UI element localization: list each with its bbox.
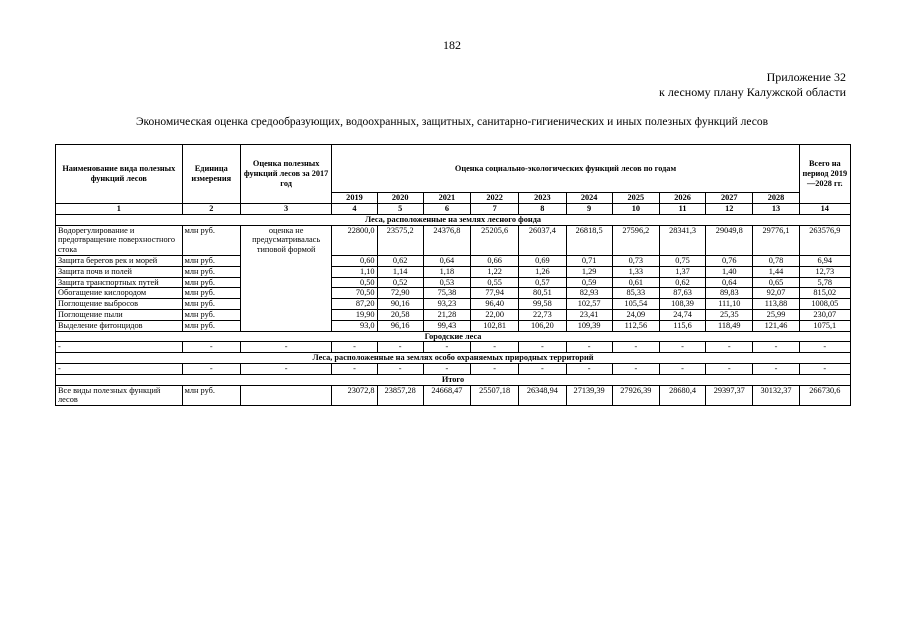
dash-cell: - <box>753 342 799 353</box>
unit-cell: млн руб. <box>182 288 240 299</box>
year-value: 77,94 <box>471 288 519 299</box>
dash-cell: - <box>56 363 183 374</box>
dash-cell: - <box>612 342 659 353</box>
function-name: Поглощение пыли <box>56 309 183 320</box>
appendix-line-1: Приложение 32 <box>766 70 846 84</box>
year-value: 0,59 <box>566 277 612 288</box>
year-value: 113,88 <box>753 299 799 310</box>
dash-cell: - <box>240 363 331 374</box>
unit-cell: млн руб. <box>182 277 240 288</box>
unit-cell: млн руб. <box>182 266 240 277</box>
column-number: 5 <box>377 203 423 214</box>
column-number: 7 <box>471 203 519 214</box>
total-year-value: 29397,37 <box>706 385 753 406</box>
table-row <box>56 255 851 266</box>
section-row <box>56 353 851 364</box>
total-year-value: 23857,28 <box>377 385 423 406</box>
dash-cell: - <box>612 363 659 374</box>
header-year: 2025 <box>612 193 659 204</box>
dash-cell: - <box>377 342 423 353</box>
year-value: 24,09 <box>612 309 659 320</box>
page-number: 182 <box>443 38 461 52</box>
dash-cell: - <box>56 342 183 353</box>
dash-cell: - <box>659 342 705 353</box>
column-number: 2 <box>182 203 240 214</box>
column-number: 10 <box>612 203 659 214</box>
year-value: 19,90 <box>332 309 377 320</box>
year-value: 111,10 <box>706 299 753 310</box>
dash-cell: - <box>566 363 612 374</box>
total-year-value: 27926,39 <box>612 385 659 406</box>
year-value: 72,90 <box>377 288 423 299</box>
header-unit: Единица измерения <box>182 145 240 204</box>
year-value: 0,65 <box>753 277 799 288</box>
total-value: 230,07 <box>799 309 850 320</box>
total-value: 1008,05 <box>799 299 850 310</box>
dash-cell: - <box>182 342 240 353</box>
year-value: 0,55 <box>471 277 519 288</box>
function-name: Обогащение кислородом <box>56 288 183 299</box>
year-value: 22,00 <box>471 309 519 320</box>
total-row-unit: млн руб. <box>182 385 240 406</box>
forest-functions-table <box>55 144 851 406</box>
dash-cell: - <box>471 342 519 353</box>
dash-cell: - <box>799 363 850 374</box>
table-row <box>56 342 851 353</box>
year-value: 92,07 <box>753 288 799 299</box>
year-value: 90,16 <box>377 299 423 310</box>
year-value: 26818,5 <box>566 225 612 255</box>
year-value: 0,69 <box>519 255 566 266</box>
table-row <box>56 225 851 255</box>
function-name: Поглощение выбросов <box>56 299 183 310</box>
year-value: 109,39 <box>566 320 612 331</box>
section-title: Леса, расположенные на землях особо охраняемых природных территорий <box>56 353 851 364</box>
total-year-value: 30132,37 <box>753 385 799 406</box>
total-row-estimate-empty <box>240 385 331 406</box>
function-name: Защита берегов рек и морей <box>56 255 183 266</box>
year-value: 96,16 <box>377 320 423 331</box>
table-row <box>56 363 851 374</box>
section-row <box>56 374 851 385</box>
section-row <box>56 331 851 342</box>
year-value: 27596,2 <box>612 225 659 255</box>
year-value: 1,26 <box>519 266 566 277</box>
year-value: 1,44 <box>753 266 799 277</box>
year-value: 25,35 <box>706 309 753 320</box>
year-value: 1,33 <box>612 266 659 277</box>
year-value: 112,56 <box>612 320 659 331</box>
dash-cell: - <box>753 363 799 374</box>
total-value: 263576,9 <box>799 225 850 255</box>
estimate-2017-note: оценка не предусматривалась типовой формой <box>240 225 331 331</box>
header-year: 2020 <box>377 193 423 204</box>
year-value: 93,23 <box>423 299 470 310</box>
year-value: 22,73 <box>519 309 566 320</box>
table-row <box>56 277 851 288</box>
unit-cell: млн руб. <box>182 309 240 320</box>
year-value: 0,76 <box>706 255 753 266</box>
year-value: 0,50 <box>332 277 377 288</box>
year-value: 85,33 <box>612 288 659 299</box>
dash-cell: - <box>659 363 705 374</box>
year-value: 0,62 <box>659 277 705 288</box>
function-name: Защита транспортных путей <box>56 277 183 288</box>
year-value: 25,99 <box>753 309 799 320</box>
dash-cell: - <box>423 342 470 353</box>
year-value: 24,74 <box>659 309 705 320</box>
year-value: 89,83 <box>706 288 753 299</box>
year-value: 24376,8 <box>423 225 470 255</box>
header-years-group: Оценка социально-экологических функций лесов по годам <box>332 145 799 193</box>
year-value: 0,62 <box>377 255 423 266</box>
dash-cell: - <box>332 363 377 374</box>
year-value: 80,51 <box>519 288 566 299</box>
appendix-label <box>659 70 846 100</box>
unit-cell: млн руб. <box>182 255 240 266</box>
year-value: 1,37 <box>659 266 705 277</box>
year-value: 26037,4 <box>519 225 566 255</box>
total-year-value: 25507,18 <box>471 385 519 406</box>
dash-cell: - <box>519 342 566 353</box>
header-year: 2026 <box>659 193 705 204</box>
total-year-value: 28680,4 <box>659 385 705 406</box>
year-value: 93,0 <box>332 320 377 331</box>
year-value: 75,38 <box>423 288 470 299</box>
unit-cell: млн руб. <box>182 299 240 310</box>
year-value: 1,10 <box>332 266 377 277</box>
unit-cell: млн руб. <box>182 320 240 331</box>
table-row <box>56 266 851 277</box>
header-estimate-2017: Оценка полезных функций лесов за 2017 год <box>240 145 331 204</box>
dash-cell: - <box>706 342 753 353</box>
year-value: 105,54 <box>612 299 659 310</box>
total-value: 6,94 <box>799 255 850 266</box>
year-value: 28341,3 <box>659 225 705 255</box>
column-number: 14 <box>799 203 850 214</box>
year-value: 115,6 <box>659 320 705 331</box>
function-name: Выделение фитонцидов <box>56 320 183 331</box>
year-value: 1,22 <box>471 266 519 277</box>
year-value: 0,53 <box>423 277 470 288</box>
column-number: 12 <box>706 203 753 214</box>
header-year: 2022 <box>471 193 519 204</box>
year-value: 99,43 <box>423 320 470 331</box>
function-name: Водорегулирование и предотвращение поверхностного стока <box>56 225 183 255</box>
header-year: 2019 <box>332 193 377 204</box>
year-value: 29776,1 <box>753 225 799 255</box>
column-number: 13 <box>753 203 799 214</box>
year-value: 106,20 <box>519 320 566 331</box>
section-title: Леса, расположенные на землях лесного фонда <box>56 214 851 225</box>
column-number: 6 <box>423 203 470 214</box>
dash-cell: - <box>423 363 470 374</box>
year-value: 0,71 <box>566 255 612 266</box>
total-value: 5,78 <box>799 277 850 288</box>
year-value: 23575,2 <box>377 225 423 255</box>
year-value: 0,64 <box>706 277 753 288</box>
year-value: 0,75 <box>659 255 705 266</box>
year-value: 121,46 <box>753 320 799 331</box>
total-value: 12,73 <box>799 266 850 277</box>
column-number: 11 <box>659 203 705 214</box>
year-value: 0,78 <box>753 255 799 266</box>
year-value: 0,66 <box>471 255 519 266</box>
header-year: 2024 <box>566 193 612 204</box>
total-row-name: Все виды полезных функций лесов <box>56 385 183 406</box>
dash-cell: - <box>706 363 753 374</box>
table-row <box>56 309 851 320</box>
header-year: 2023 <box>519 193 566 204</box>
year-value: 0,73 <box>612 255 659 266</box>
dash-cell: - <box>332 342 377 353</box>
year-value: 0,64 <box>423 255 470 266</box>
function-name: Защита почв и полей <box>56 266 183 277</box>
table-row <box>56 320 851 331</box>
year-value: 21,28 <box>423 309 470 320</box>
unit-cell: млн руб. <box>182 225 240 255</box>
year-value: 23,41 <box>566 309 612 320</box>
year-value: 1,18 <box>423 266 470 277</box>
dash-cell: - <box>799 342 850 353</box>
grand-total-value: 266730,6 <box>799 385 850 406</box>
year-value: 87,20 <box>332 299 377 310</box>
dash-cell: - <box>377 363 423 374</box>
year-value: 82,93 <box>566 288 612 299</box>
year-value: 96,40 <box>471 299 519 310</box>
total-year-value: 24668,47 <box>423 385 470 406</box>
section-row <box>56 214 851 225</box>
column-number: 4 <box>332 203 377 214</box>
year-value: 0,60 <box>332 255 377 266</box>
table-row <box>56 288 851 299</box>
dash-cell: - <box>471 363 519 374</box>
total-value: 815,02 <box>799 288 850 299</box>
year-value: 87,63 <box>659 288 705 299</box>
year-value: 0,61 <box>612 277 659 288</box>
total-row <box>56 385 851 406</box>
section-title: Итого <box>56 374 851 385</box>
year-value: 0,57 <box>519 277 566 288</box>
year-value: 20,58 <box>377 309 423 320</box>
total-year-value: 27139,39 <box>566 385 612 406</box>
column-numbers-row <box>56 203 851 214</box>
header-name: Наименование вида полезных функций лесов <box>56 145 183 204</box>
appendix-line-2: к лесному плану Калужской области <box>659 85 846 99</box>
year-value: 102,81 <box>471 320 519 331</box>
column-number: 9 <box>566 203 612 214</box>
header-year: 2021 <box>423 193 470 204</box>
column-number: 1 <box>56 203 183 214</box>
table-row <box>56 299 851 310</box>
year-value: 1,14 <box>377 266 423 277</box>
dash-cell: - <box>566 342 612 353</box>
header-year: 2027 <box>706 193 753 204</box>
year-value: 102,57 <box>566 299 612 310</box>
year-value: 118,49 <box>706 320 753 331</box>
dash-cell: - <box>240 342 331 353</box>
year-value: 70,50 <box>332 288 377 299</box>
year-value: 22800,0 <box>332 225 377 255</box>
column-number: 8 <box>519 203 566 214</box>
year-value: 1,40 <box>706 266 753 277</box>
year-value: 25205,6 <box>471 225 519 255</box>
section-title: Городские леса <box>56 331 851 342</box>
year-value: 1,29 <box>566 266 612 277</box>
total-year-value: 23072,8 <box>332 385 377 406</box>
year-value: 108,39 <box>659 299 705 310</box>
total-year-value: 26348,94 <box>519 385 566 406</box>
header-year: 2028 <box>753 193 799 204</box>
dash-cell: - <box>182 363 240 374</box>
total-value: 1075,1 <box>799 320 850 331</box>
year-value: 0,52 <box>377 277 423 288</box>
document-title: Экономическая оценка средообразующих, водоохранных, защитных, санитарно-гигиенических и иных полезных функций лесов <box>135 116 769 128</box>
year-value: 29049,8 <box>706 225 753 255</box>
year-value: 99,58 <box>519 299 566 310</box>
column-number: 3 <box>240 203 331 214</box>
dash-cell: - <box>519 363 566 374</box>
header-total: Всего на период 2019—2028 гг. <box>799 145 850 204</box>
